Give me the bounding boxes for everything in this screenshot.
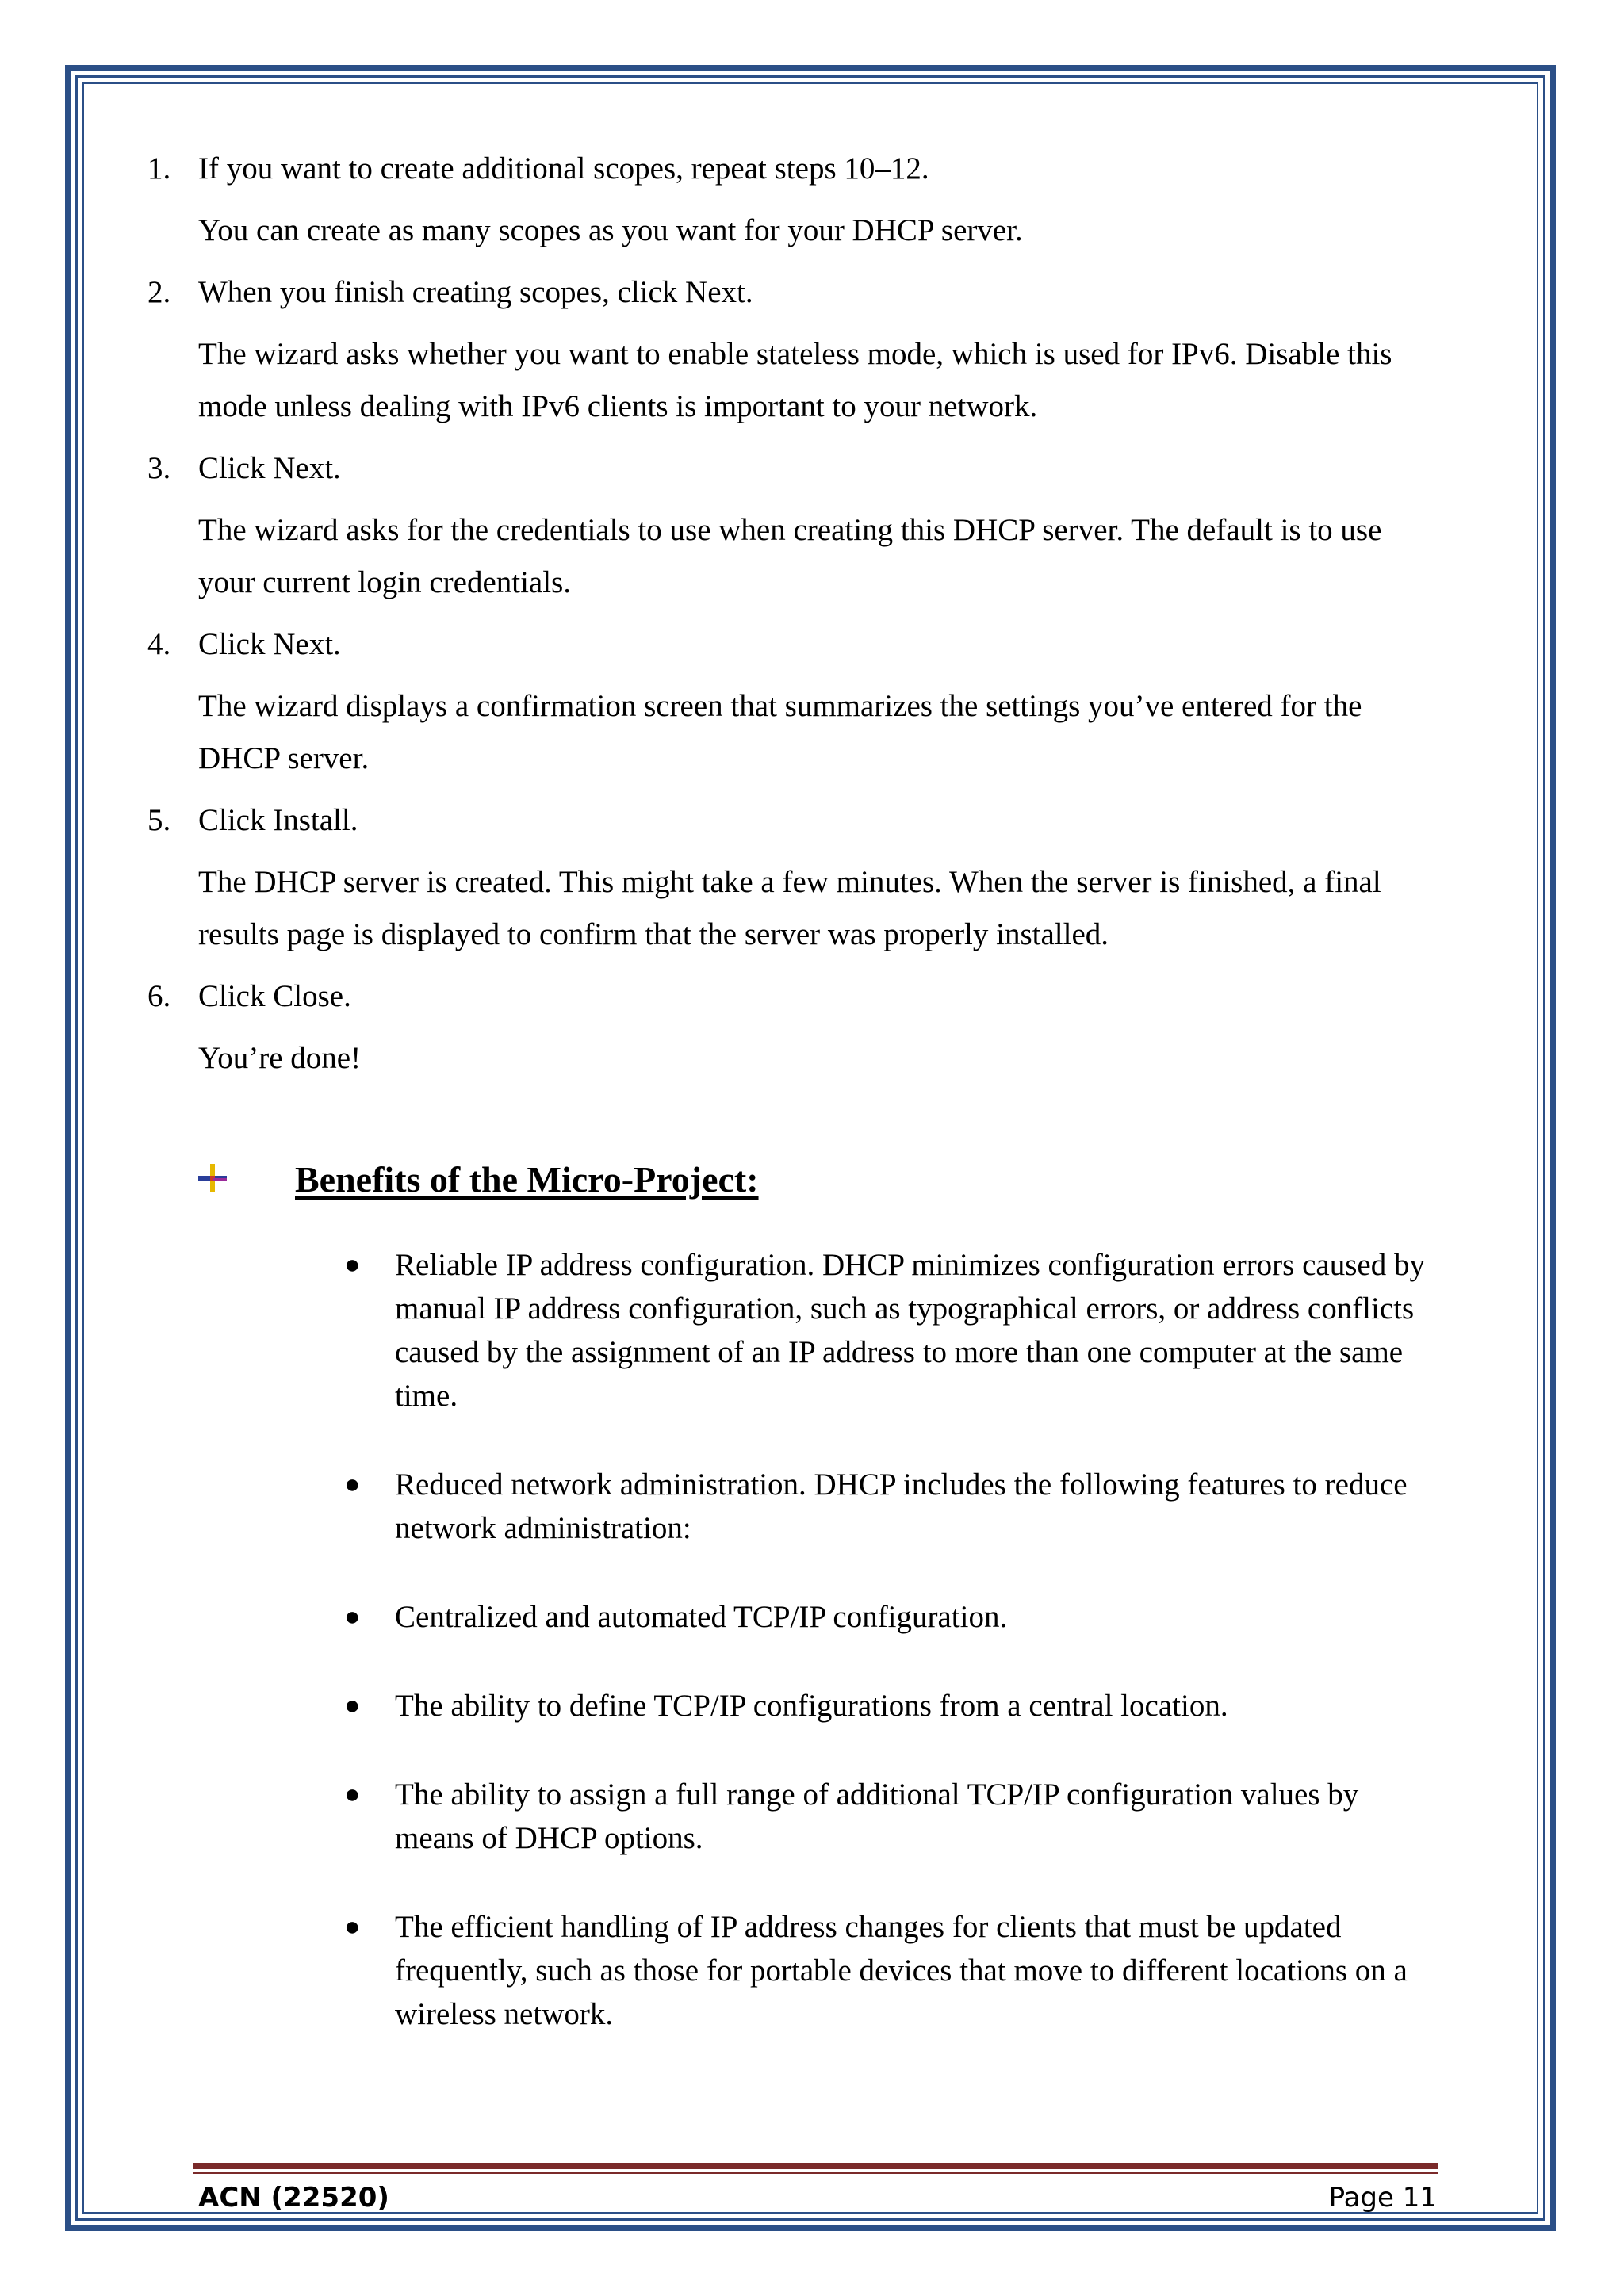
step-description: You can create as many scopes as you want for your DHCP server. bbox=[198, 213, 1023, 247]
benefit-item bbox=[341, 1684, 1435, 1728]
step-item bbox=[147, 143, 1432, 257]
step-instruction: When you finish creating scopes, click Next. bbox=[198, 275, 753, 309]
step-item bbox=[147, 970, 1432, 1085]
benefit-text: Reliable IP address configuration. DHCP minimizes configuration errors caused by manual IP address configuration, such as typographical errors, or address conflicts caused by the assignment of an IP address to more than one computer at the same time. bbox=[395, 1248, 1425, 1413]
benefit-text: Reduced network administration. DHCP includes the following features to reduce network administration: bbox=[395, 1468, 1408, 1545]
step-instruction: Click Close. bbox=[198, 979, 351, 1013]
benefit-text: The efficient handling of IP address changes for clients that must be updated frequently, such as those for portable devices that move to different locations on a wireless network. bbox=[395, 1910, 1408, 2031]
benefit-item bbox=[341, 1773, 1435, 1860]
step-instruction: Click Next. bbox=[198, 627, 341, 661]
benefits-heading bbox=[197, 1151, 1148, 1215]
bullet-icon: ● bbox=[344, 1250, 361, 1280]
benefit-item bbox=[341, 1243, 1435, 1418]
benefit-text: The ability to assign a full range of additional TCP/IP configuration values by means of DHCP options. bbox=[395, 1777, 1359, 1855]
section-title: Benefits of the Micro-Project: bbox=[295, 1159, 759, 1200]
step-instruction: Click Next. bbox=[198, 451, 341, 485]
step-number: 3. bbox=[147, 451, 171, 485]
step-item bbox=[147, 794, 1432, 961]
benefit-item bbox=[341, 1463, 1435, 1550]
footer-page-number: Page 11 bbox=[1328, 2182, 1437, 2214]
plus-cross-icon bbox=[197, 1162, 228, 1194]
step-number: 5. bbox=[147, 803, 171, 837]
bullet-icon: ● bbox=[344, 1912, 361, 1942]
steps-list bbox=[147, 143, 1432, 1094]
step-item bbox=[147, 442, 1432, 609]
benefit-text: The ability to define TCP/IP configurations from a central location. bbox=[395, 1689, 1228, 1723]
step-number: 1. bbox=[147, 151, 171, 186]
step-number: 2. bbox=[147, 275, 171, 309]
footer-course-code: ACN (22520) bbox=[198, 2182, 389, 2214]
footer-rule bbox=[193, 2163, 1438, 2169]
benefit-item bbox=[341, 1905, 1435, 2036]
step-item bbox=[147, 266, 1432, 433]
benefit-text: Centralized and automated TCP/IP configuration. bbox=[395, 1600, 1008, 1634]
benefit-item bbox=[341, 1595, 1435, 1639]
step-description: The wizard asks for the credentials to use when creating this DHCP server. The default is to use your current login credentials. bbox=[198, 513, 1382, 599]
benefits-list bbox=[341, 1243, 1435, 2081]
bullet-icon: ● bbox=[344, 1602, 361, 1632]
step-description: The DHCP server is created. This might take a few minutes. When the server is finished, a final results page is displayed to confirm that the server was properly installed. bbox=[198, 865, 1381, 951]
step-description: The wizard asks whether you want to enable stateless mode, which is used for IPv6. Disable this mode unless dealing with IPv6 clients is important to your network. bbox=[198, 337, 1392, 423]
bullet-icon: ● bbox=[344, 1470, 361, 1499]
bullet-icon: ● bbox=[344, 1691, 361, 1720]
step-number: 6. bbox=[147, 979, 171, 1013]
step-number: 4. bbox=[147, 627, 171, 661]
step-description: You’re done! bbox=[198, 1041, 362, 1075]
step-instruction: Click Install. bbox=[198, 803, 358, 837]
step-instruction: If you want to create additional scopes, repeat steps 10–12. bbox=[198, 151, 929, 186]
bullet-icon: ● bbox=[344, 1780, 361, 1809]
step-item bbox=[147, 618, 1432, 785]
step-description: The wizard displays a confirmation screen that summarizes the settings you’ve entered for the DHCP server. bbox=[198, 689, 1362, 775]
